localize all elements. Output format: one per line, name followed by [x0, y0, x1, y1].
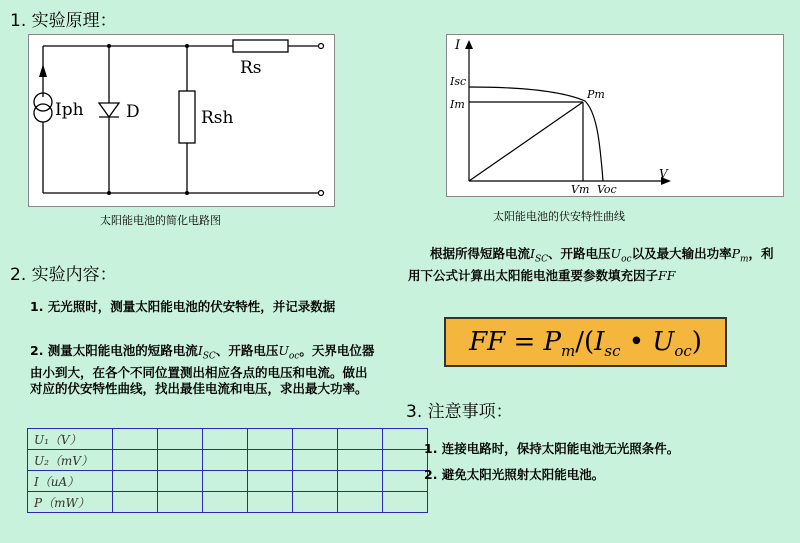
section3-title: 3. 注意事项： [406, 402, 513, 422]
isc-label: Isc [450, 75, 467, 88]
ff-formula: FF = $P_m/(I_{sc}$ • $U_{oc}$) [444, 317, 727, 367]
list-item: 1. 连接电路时，保持太阳能电池无光照条件。 [424, 441, 680, 456]
iv-curve-svg [447, 35, 783, 196]
resistor-rs [233, 40, 288, 52]
iv-curve-chart [446, 34, 784, 197]
current-arrow [39, 64, 47, 77]
label-rsh: Rsh [201, 108, 234, 128]
content-item-2: 2. 测量太阳能电池的短路电流$I_{SC}$、开路电压$U_{oc}$。天界电位器由小到大，在各个不同位置测出相应各点的电压和电流。做出对应的伏安特性曲线，找出最佳电流和电压，求出最大功率。 [30, 343, 375, 396]
circuit-svg [29, 35, 334, 206]
circuit-diagram [28, 34, 335, 207]
voc-label: Voc [597, 183, 617, 196]
axis-i-label: I [455, 38, 461, 53]
section2-title: 2. 实验内容： [10, 265, 117, 285]
list-item: 2. 避免太阳光照射太阳能电池。 [424, 467, 605, 482]
axis-v-label: V [659, 167, 668, 181]
row-label-u2: U₂（mV） [28, 450, 113, 471]
iv-caption: 太阳能电池的伏安特性曲线 [493, 210, 625, 223]
label-d: D [126, 102, 140, 122]
diode-d [99, 103, 119, 117]
formula-description: 根据所得短路电流$I_{SC}$、开路电压$U_{oc}$以及最大输出功率$P_m$，利用下公式计算出太阳能电池重要参数填充因子FF [408, 246, 774, 283]
table-row [28, 492, 428, 513]
resistor-rsh [179, 91, 195, 143]
data-table [27, 428, 428, 513]
table-row [28, 450, 428, 471]
pm-label: Pm [587, 88, 605, 101]
label-rs: Rs [240, 58, 262, 78]
current-source-lower [34, 104, 52, 122]
label-iph: Iph [55, 100, 84, 120]
content-item-1: 1. 无光照时，测量太阳能电池的伏安特性，并记录数据 [30, 299, 336, 314]
table-row [28, 429, 428, 450]
row-label-u1: U₁（V） [28, 429, 113, 450]
table-row [28, 471, 428, 492]
im-label: Im [450, 98, 465, 111]
row-label-i: I（uA） [28, 471, 113, 492]
section1-title: 1. 实验原理： [10, 11, 117, 31]
row-label-p: P（mW） [28, 492, 113, 513]
vm-label: Vm [571, 183, 590, 196]
notes-list [424, 441, 679, 483]
circuit-caption: 太阳能电池的简化电路图 [100, 214, 221, 227]
